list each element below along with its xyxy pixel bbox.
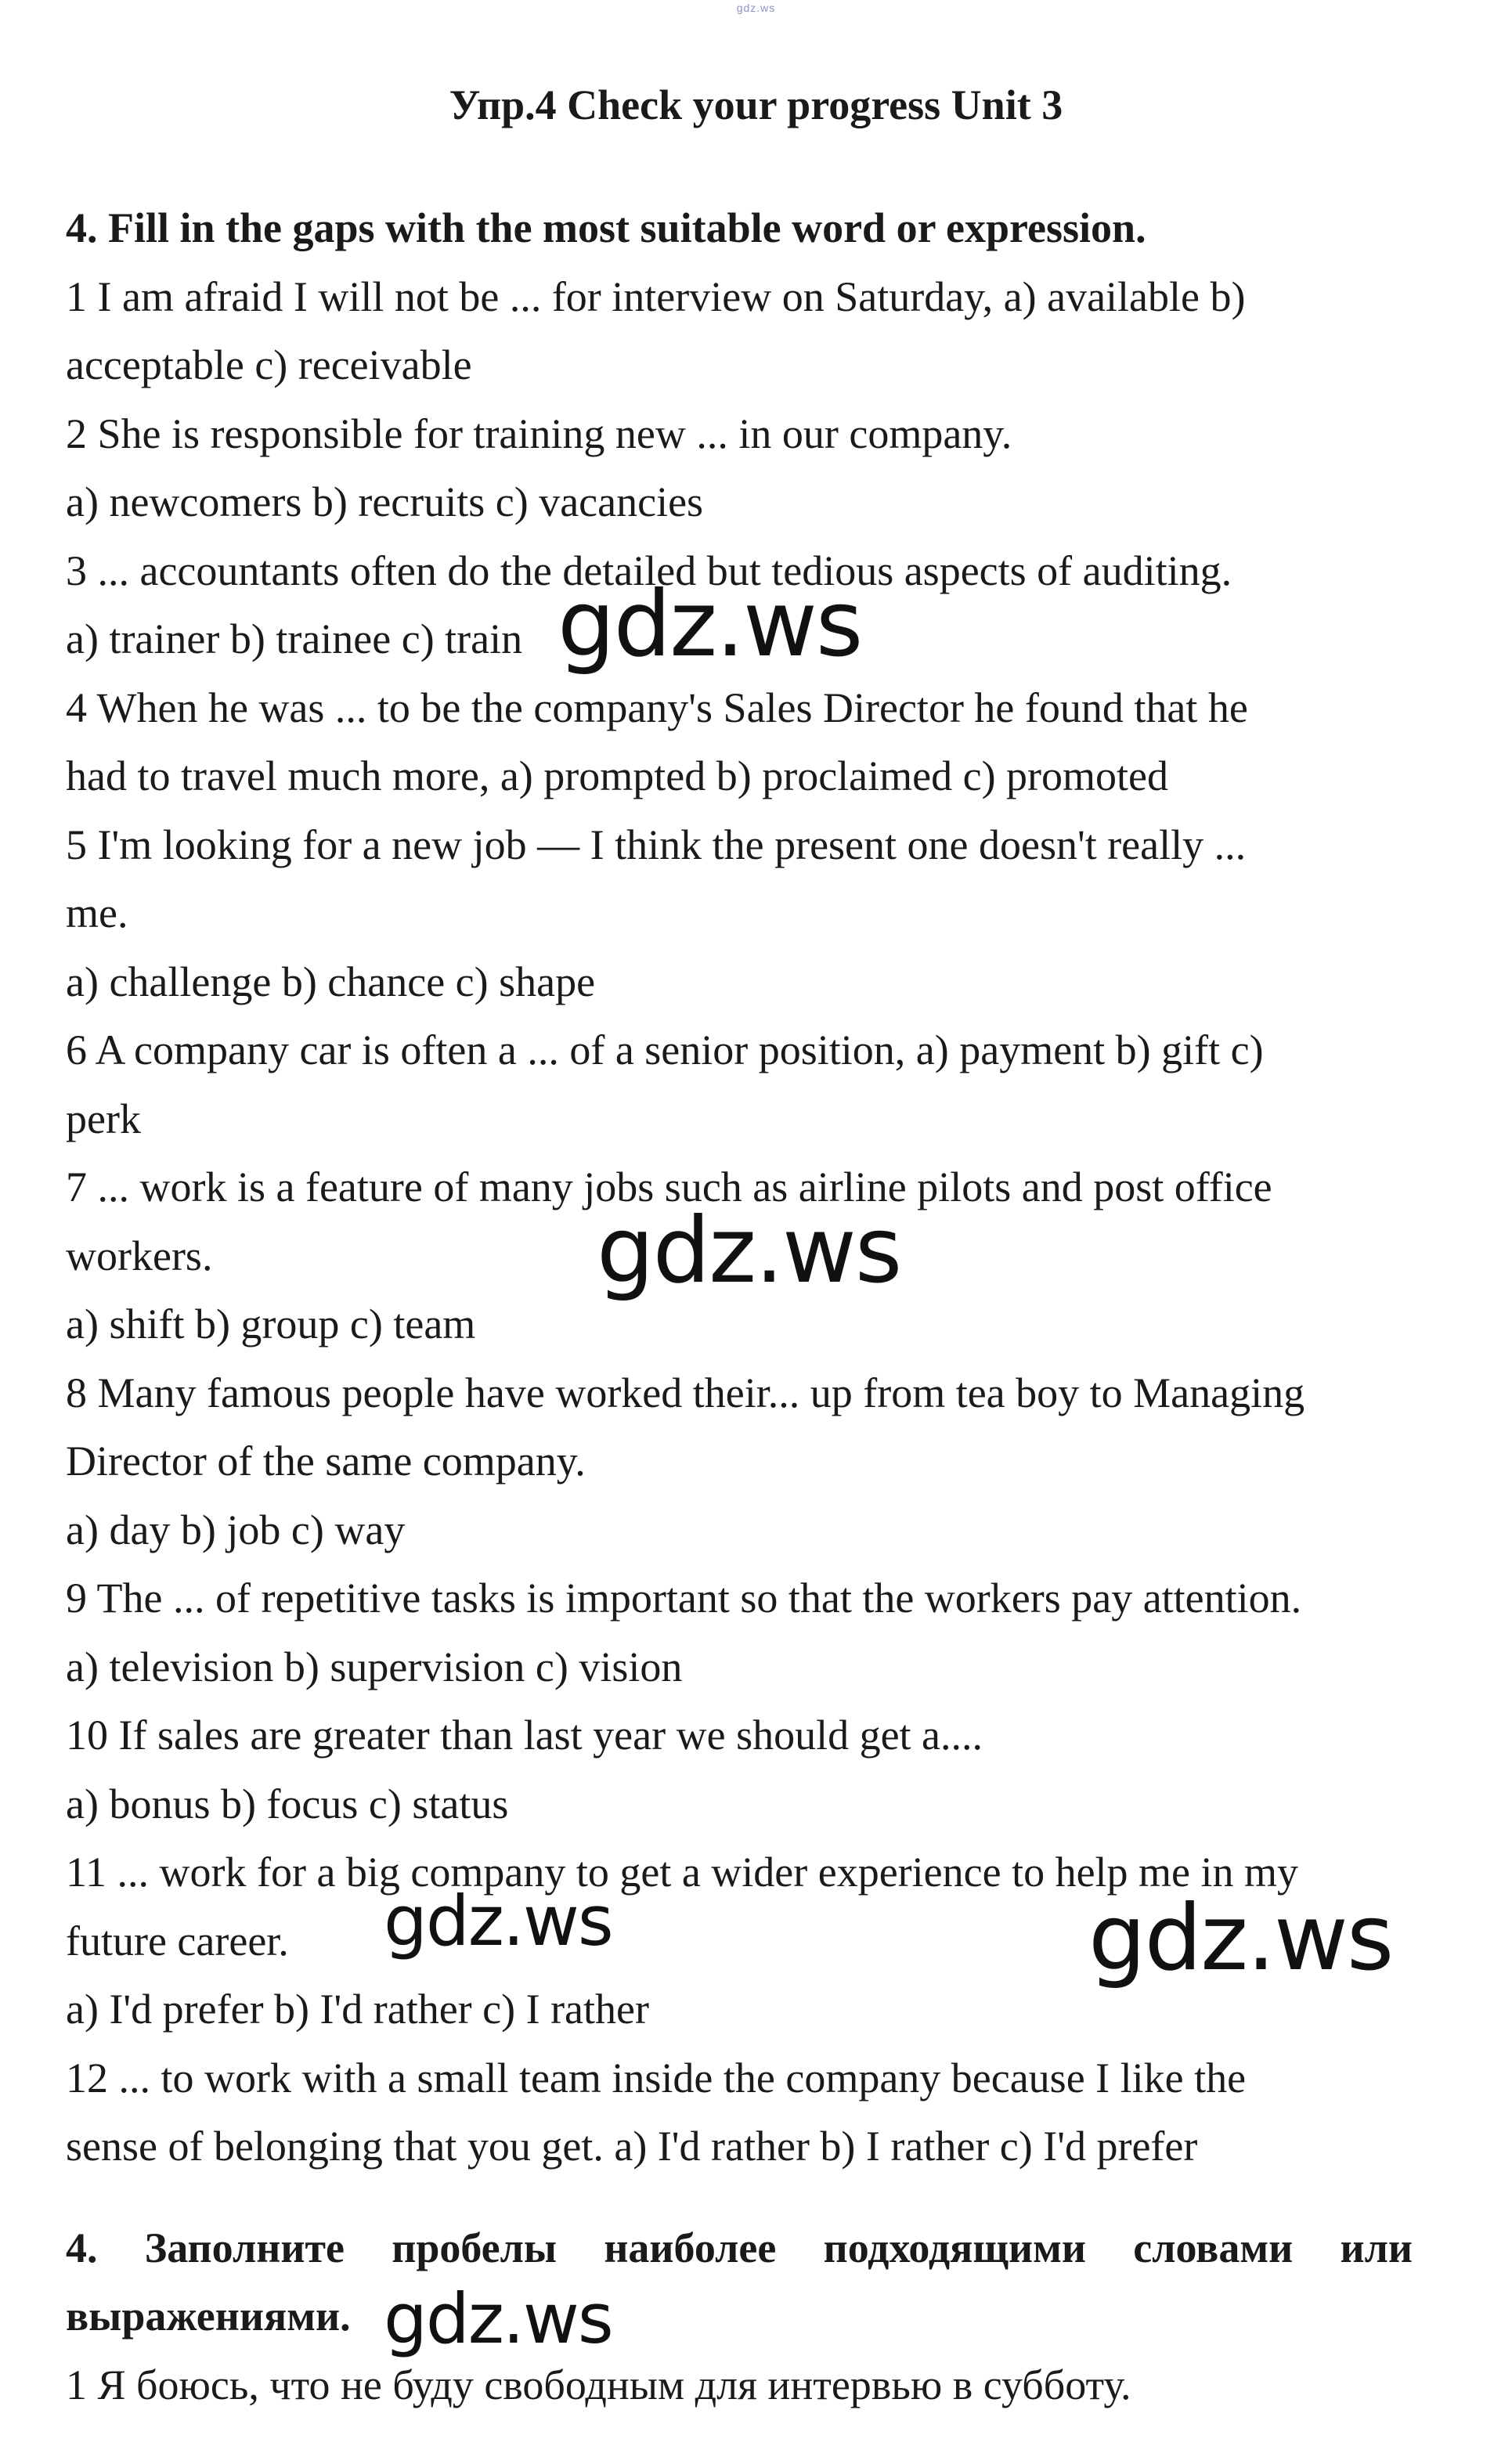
text-line: 12 ... to work with a small team inside the company because I like the [66, 2054, 1247, 2101]
text-line: 5 I'm looking for a new job — I think the present one doesn't really ... [66, 821, 1247, 868]
top-watermark: gdz.ws [736, 2, 776, 14]
text-line: 8 Many famous people have worked their... up from tea boy to Managing [66, 1369, 1305, 1416]
text-line: 9 The ... of repetitive tasks is important so that the workers pay attention. [66, 1575, 1302, 1622]
text-line: 2 She is responsible for training new ... in our company. [66, 409, 1012, 457]
text-line: a) challenge b) chance c) shape [66, 958, 596, 1005]
text-line: a) newcomers b) recruits c) vacancies [66, 478, 704, 525]
text-line: Director of the same company. [66, 1438, 586, 1485]
text-line: 6 A company car is often a ... of a senior position, a) payment b) gift c) [66, 1026, 1264, 1073]
text-line: a) bonus b) focus c) status [66, 1780, 509, 1827]
watermark: gdz.ws [597, 1198, 901, 1304]
text-line: workers. [66, 1232, 213, 1279]
watermark: gdz.ws [558, 572, 862, 677]
page-title: Упр.4 Check your progress Unit 3 [449, 81, 1063, 128]
text-line: had to travel much more, a) prompted b) proclaimed c) promoted [66, 752, 1169, 799]
ru-exercise-heading: 4. Заполните пробелы наиболее подходящими словами или [66, 2224, 1413, 2271]
text-line: a) trainer b) trainee c) train [66, 615, 523, 662]
ru-text-line: 1 Я боюсь, что не буду свободным для интервью в субботу. [66, 2361, 1131, 2408]
section-gap [66, 2181, 1413, 2214]
text-line: 3 ... accountants often do the detailed but tedious aspects of auditing. [66, 547, 1232, 594]
text-line: 4 When he was ... to be the company's Sales Director he found that he [66, 684, 1248, 731]
text-line: a) I'd prefer b) I'd rather c) I rather [66, 1986, 649, 2033]
text-line: me. [66, 889, 128, 936]
text-line: 7 ... work is a feature of many jobs such as airline pilots and post office [66, 1163, 1272, 1210]
watermark: gdz.ws [1088, 1885, 1393, 1991]
text-line: acceptable c) receivable [66, 341, 472, 388]
watermark: gdz.ws [384, 1881, 612, 1961]
exercise-content [66, 194, 1413, 2419]
ru-exercise-heading-cont: выражениями. [66, 2293, 351, 2340]
text-line: sense of belonging that you get. a) I'd rather b) I rather c) I'd prefer [66, 2123, 1198, 2170]
text-line: a) shift b) group c) team [66, 1301, 476, 1347]
text-line: 11 ... work for a big company to get a wider experience to help me in my [66, 1849, 1299, 1896]
watermark: gdz.ws [384, 2278, 612, 2359]
text-line: a) television b) supervision c) vision [66, 1643, 683, 1690]
text-line: future career. [66, 1917, 289, 1964]
exercise-heading: 4. Fill in the gaps with the most suitable word or expression. [66, 204, 1146, 251]
text-line: 10 If sales are greater than last year we should get a.... [66, 1712, 983, 1759]
text-line: 1 I am afraid I will not be ... for interview on Saturday, a) available b) [66, 272, 1246, 320]
text-line: perk [66, 1095, 141, 1142]
text-line: a) day b) job c) way [66, 1506, 406, 1553]
